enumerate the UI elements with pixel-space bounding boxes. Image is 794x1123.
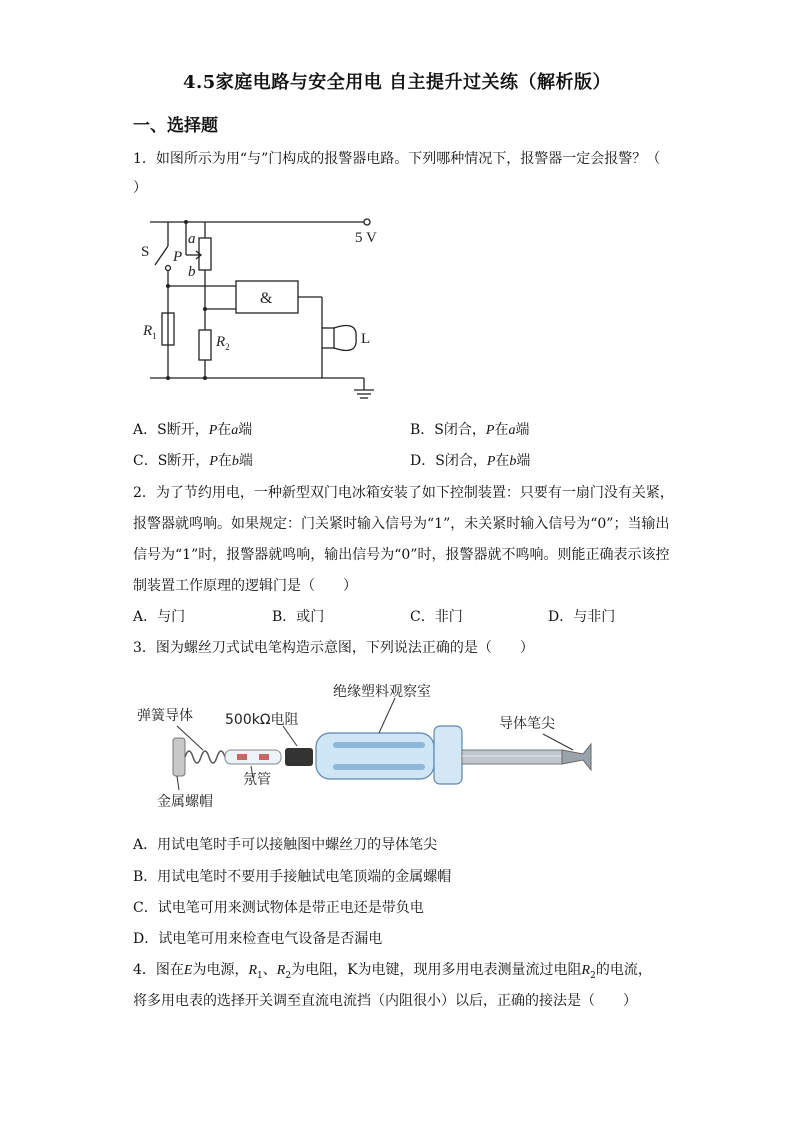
alarm-circuit-diagram <box>138 210 388 410</box>
q1-option-b[interactable]: B．S闭合，P在a端 <box>410 422 530 438</box>
q2-option-c[interactable]: C．非门 <box>410 609 463 625</box>
resistor-label: 500kΩ电阻 <box>225 712 299 728</box>
buzzer-label: L <box>361 331 371 347</box>
q1-option-a[interactable]: A．S断开，P在a端 <box>133 422 253 438</box>
slider-label: P <box>173 249 183 265</box>
test-pen-diagram <box>133 678 603 813</box>
neon-tube-label: 氖管 <box>243 772 271 788</box>
question-3-text: 3．图为螺丝刀式试电笔构造示意图，下列说法正确的是（ ） <box>133 640 534 656</box>
r2-label: $R_2$ <box>216 334 230 352</box>
question-1-text: 1．如图所示为用“与”门构成的报警器电路。下列哪种情况下，报警器一定会报警？（ <box>133 151 661 167</box>
spring-conductor-label: 弹簧导体 <box>137 708 193 724</box>
question-4-text-2: 将多用电表的选择开关调至直流电流挡（内阻很小）以后，正确的接法是（ ） <box>133 993 637 1009</box>
end-a-label: a <box>188 231 196 247</box>
observation-chamber-label: 绝缘塑料观察室 <box>333 684 431 700</box>
supply-voltage-label: 5 V <box>355 230 377 246</box>
q2-option-d[interactable]: D．与非门 <box>548 609 616 625</box>
section-heading: 一、选择题 <box>133 116 218 136</box>
q3-option-b[interactable]: B．用试电笔时不要用手接触试电笔顶端的金属螺帽 <box>133 869 452 885</box>
metal-cap-label: 金属螺帽 <box>157 794 213 810</box>
r1-label: $R_1$ <box>143 323 157 341</box>
q1-option-d[interactable]: D．S闭合，P在b端 <box>410 453 531 469</box>
question-2-text: 2．为了节约用电，一种新型双门电冰箱安装了如下控制装置：只要有一扇门没有关紧， <box>133 485 674 501</box>
q1-option-c[interactable]: C．S断开，P在b端 <box>133 453 253 469</box>
switch-label: S <box>141 244 150 260</box>
question-1-text-cont: ） <box>133 180 147 196</box>
page-title: 4.5家庭电路与安全用电 自主提升过关练（解析版） <box>182 72 612 93</box>
q2-option-a[interactable]: A．与门 <box>133 609 186 625</box>
and-gate-symbol: & <box>260 290 273 307</box>
question-2-text-2: 报警器就鸣响。如果规定：门关紧时输入信号为“1”，未关紧时输入信号为“0”；当输出 <box>133 516 670 532</box>
q3-option-c[interactable]: C．试电笔可用来测试物体是带正电还是带负电 <box>133 900 424 916</box>
question-2-text-4: 制装置工作原理的逻辑门是（ ） <box>133 578 357 594</box>
question-4-text: 4．图在E为电源，$R_1$、$R_2$为电阻，K为电键，现用多用电表测量流过电阻$R_2$的电流， <box>133 962 652 981</box>
question-2-text-3: 信号为“1”时，报警器就鸣响，输出信号为“0”时，报警器就不鸣响。则能正确表示该控 <box>133 547 670 563</box>
q3-option-a[interactable]: A．用试电笔时手可以接触图中螺丝刀的导体笔尖 <box>133 837 438 853</box>
q2-option-b[interactable]: B．或门 <box>272 609 325 625</box>
q3-option-d[interactable]: D．试电笔可用来检查电气设备是否漏电 <box>133 931 383 947</box>
end-b-label: b <box>188 264 196 280</box>
conductor-tip-label: 导体笔尖 <box>499 716 555 732</box>
